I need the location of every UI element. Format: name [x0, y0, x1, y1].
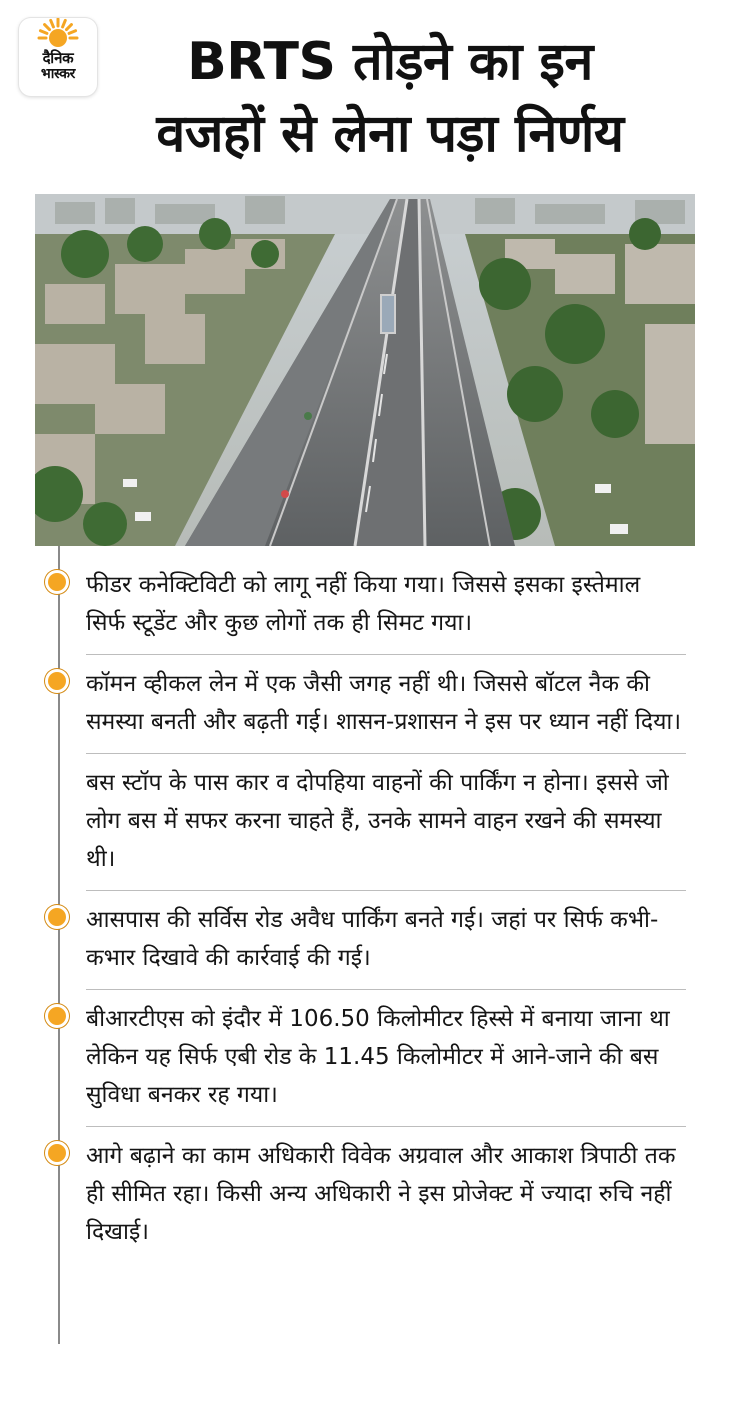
list-item [86, 990, 686, 1127]
list-item [86, 655, 686, 754]
bullet-dot-icon [48, 908, 66, 926]
list-item-text: आगे बढ़ाने का काम अधिकारी विवेक अग्रवाल और आकाश त्रिपाठी तक ही सीमित रहा। किसी अन्य अधिकारी ने इस प्रोजेक्ट में ज्यादा रुचि नहीं दिखाई। [86, 1143, 676, 1245]
list-item-text: फीडर कनेक्टिविटी को लागू नहीं किया गया। जिससे इसका इस्तेमाल सिर्फ स्टूडेंट और कुछ लोगों तक ही सिमट गया। [86, 572, 641, 636]
bullet-dot-icon [48, 1007, 66, 1025]
header [0, 0, 730, 190]
bullet-dot-icon [48, 573, 66, 591]
headline-line2: वजहों से लेना पड़ा निर्णय [156, 104, 624, 164]
reasons-list [0, 556, 730, 1263]
logo-text-line2: भास्कर [40, 66, 76, 82]
list-item-text: आसपास की सर्विस रोड अवैध पार्किंग बनते गई। जहां पर सिर्फ कभी-कभार दिखावे की कार्रवाई की गई। [86, 907, 659, 971]
logo-text-line1: दैनिक [42, 49, 74, 67]
list-item [86, 556, 686, 655]
list-item [86, 891, 686, 990]
aerial-road-illustration [35, 194, 695, 546]
list-item [86, 1127, 686, 1263]
list-item-text: बस स्टॉप के पास कार व दोपहिया वाहनों की पार्किंग न होना। इससे जो लोग बस में सफर करना चाहते हैं, उनके सामने वाहन रखने की समस्या थी। [86, 770, 669, 872]
sun-ray [45, 25, 50, 30]
bullet-dot-icon [48, 1144, 66, 1162]
list-item-text: बीआरटीएस को इंदौर में 106.50 किलोमीटर हिस्से में बनाया जाना था लेकिन यह सिर्फ एबी रोड के 11.45 किलोमीटर में आने-जाने की बस सुविधा बनकर रह गया। [86, 1006, 670, 1108]
headline-line1: BRTS तोड़ने का इन [187, 32, 593, 92]
aerial-road-photo [35, 194, 695, 546]
headline [60, 26, 720, 170]
sun-ray [40, 31, 46, 34]
list-item [86, 754, 686, 891]
sun-ray [51, 20, 54, 26]
list-item-text: कॉमन व्हीकल लेन में एक जैसी जगह नहीं थी। जिससे बॉटल नैक की समस्या बनती और बढ़ती गई। शासन-प्रशासन ने इस पर ध्यान नहीं दिया। [86, 671, 682, 735]
bullet-dot-icon [48, 672, 66, 690]
